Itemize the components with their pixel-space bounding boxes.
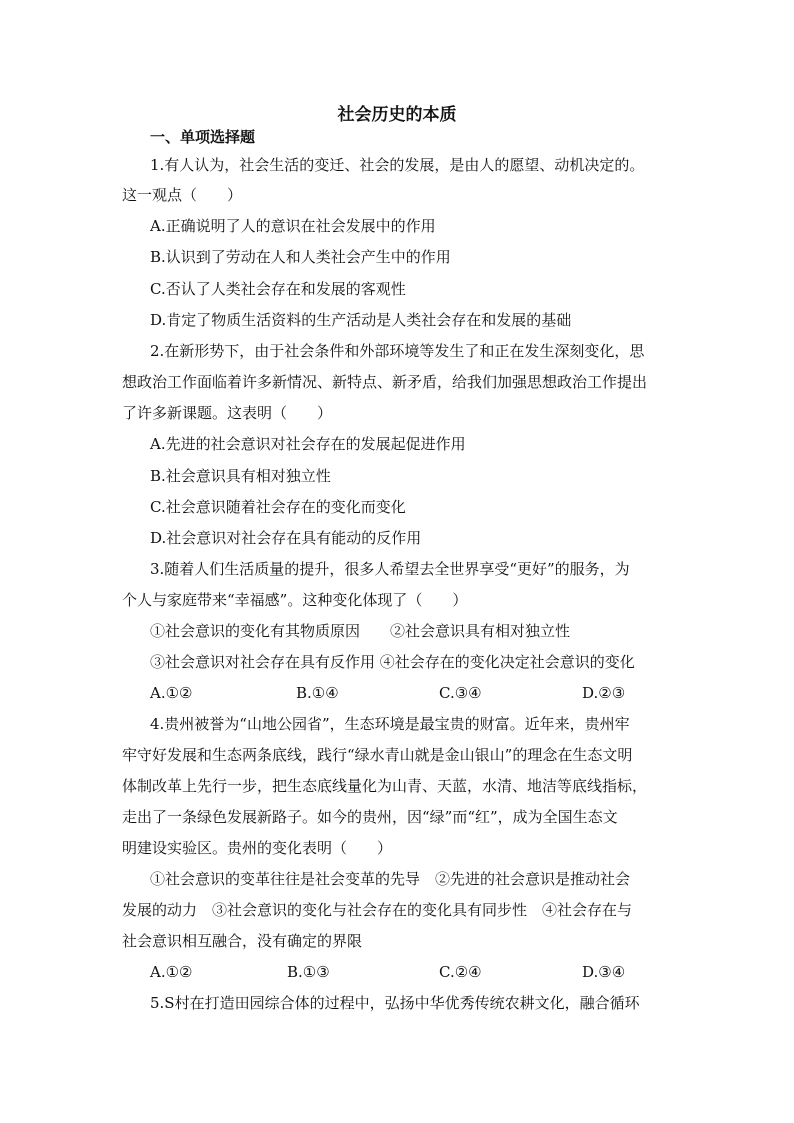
question-3-stem: 3.随着人们生活质量的提升，很多人希望去全世界享受“更好”的服务，为 [150, 560, 630, 578]
question-2-stem-cont: 想政治工作面临着许多新情况、新特点、新矛盾，给我们加强思想政治工作提出 [122, 373, 648, 391]
question-3-statements: ③社会意识对社会存在具有反作用 ④社会存在的变化决定社会意识的变化 [150, 653, 635, 671]
question-3-option-a: A.①② [150, 684, 193, 702]
question-1-stem: 1.有人认为，社会生活的变迁、社会的发展，是由人的愿望、动机决定的。 [150, 156, 645, 174]
question-4-stem-cont: 明建设实验区。贵州的变化表明（ ） [122, 839, 393, 857]
question-4-option-b: B.①③ [287, 963, 330, 981]
question-1-stem-cont: 这一观点（ ） [122, 186, 243, 204]
question-1-option-a: A.正确说明了人的意识在社会发展中的作用 [150, 217, 436, 235]
question-4-option-c: C.②④ [439, 963, 482, 981]
question-4-statements: 发展的动力 ③社会意识的变化与社会存在的变化具有同步性 ④社会存在与 [122, 901, 633, 919]
question-2-option-a: A.先进的社会意识对社会存在的发展起促进作用 [150, 435, 466, 453]
question-1-option-d: D.肯定了物质生活资料的生产活动是人类社会存在和发展的基础 [150, 311, 572, 329]
question-4-statements: 社会意识相互融合，没有确定的界限 [122, 932, 363, 950]
question-4-stem-cont: 体制改革上先行一步，把生态底线量化为山青、天蓝，水清、地洁等底线指标， [122, 777, 648, 795]
question-3-option-c: C.③④ [439, 684, 482, 702]
section-heading: 一、单项选择题 [150, 128, 256, 146]
question-5-stem: 5.S村在打造田园综合体的过程中，弘扬中华优秀传统农耕文化，融合循环 [150, 994, 640, 1012]
question-2-option-b: B.社会意识具有相对独立性 [150, 467, 331, 485]
question-1-option-b: B.认识到了劳动在人和人类社会产生中的作用 [150, 248, 451, 266]
question-3-stem-cont: 个人与家庭带来“幸福感”。这种变化体现了（ ） [122, 591, 468, 609]
question-2-option-d: D.社会意识对社会存在具有能动的反作用 [150, 529, 422, 547]
question-2-stem-cont: 了许多新课题。这表明（ ） [122, 404, 333, 422]
question-2-stem: 2.在新形势下，由于社会条件和外部环境等发生了和正在发生深刻变化，思 [150, 342, 645, 360]
question-4-stem-cont: 牢守好发展和生态两条底线，践行“绿水青山就是金山银山”的理念在生态文明 [122, 746, 633, 764]
question-4-statements: ①社会意识的变革往往是社会变革的先导 ②先进的社会意识是推动社会 [150, 870, 631, 888]
page-title: 社会历史的本质 [337, 105, 457, 125]
question-4-stem: 4.贵州被誉为“山地公园省”，生态环境是最宝贵的财富。近年来，贵州牢 [150, 715, 630, 733]
question-4-stem-cont: 走出了一条绿色发展新路子。如今的贵州，因“绿”而“红”，成为全国生态文 [122, 808, 618, 826]
question-3-statements: ①社会意识的变化有其物质原因 ②社会意识具有相对独立性 [150, 622, 571, 640]
question-2-option-c: C.社会意识随着社会存在的变化而变化 [150, 498, 406, 516]
question-3-option-b: B.①④ [296, 684, 339, 702]
question-4-option-a: A.①② [150, 963, 193, 981]
question-1-option-c: C.否认了人类社会存在和发展的客观性 [150, 280, 406, 298]
question-3-option-d: D.②③ [582, 684, 626, 702]
question-4-option-d: D.③④ [582, 963, 626, 981]
